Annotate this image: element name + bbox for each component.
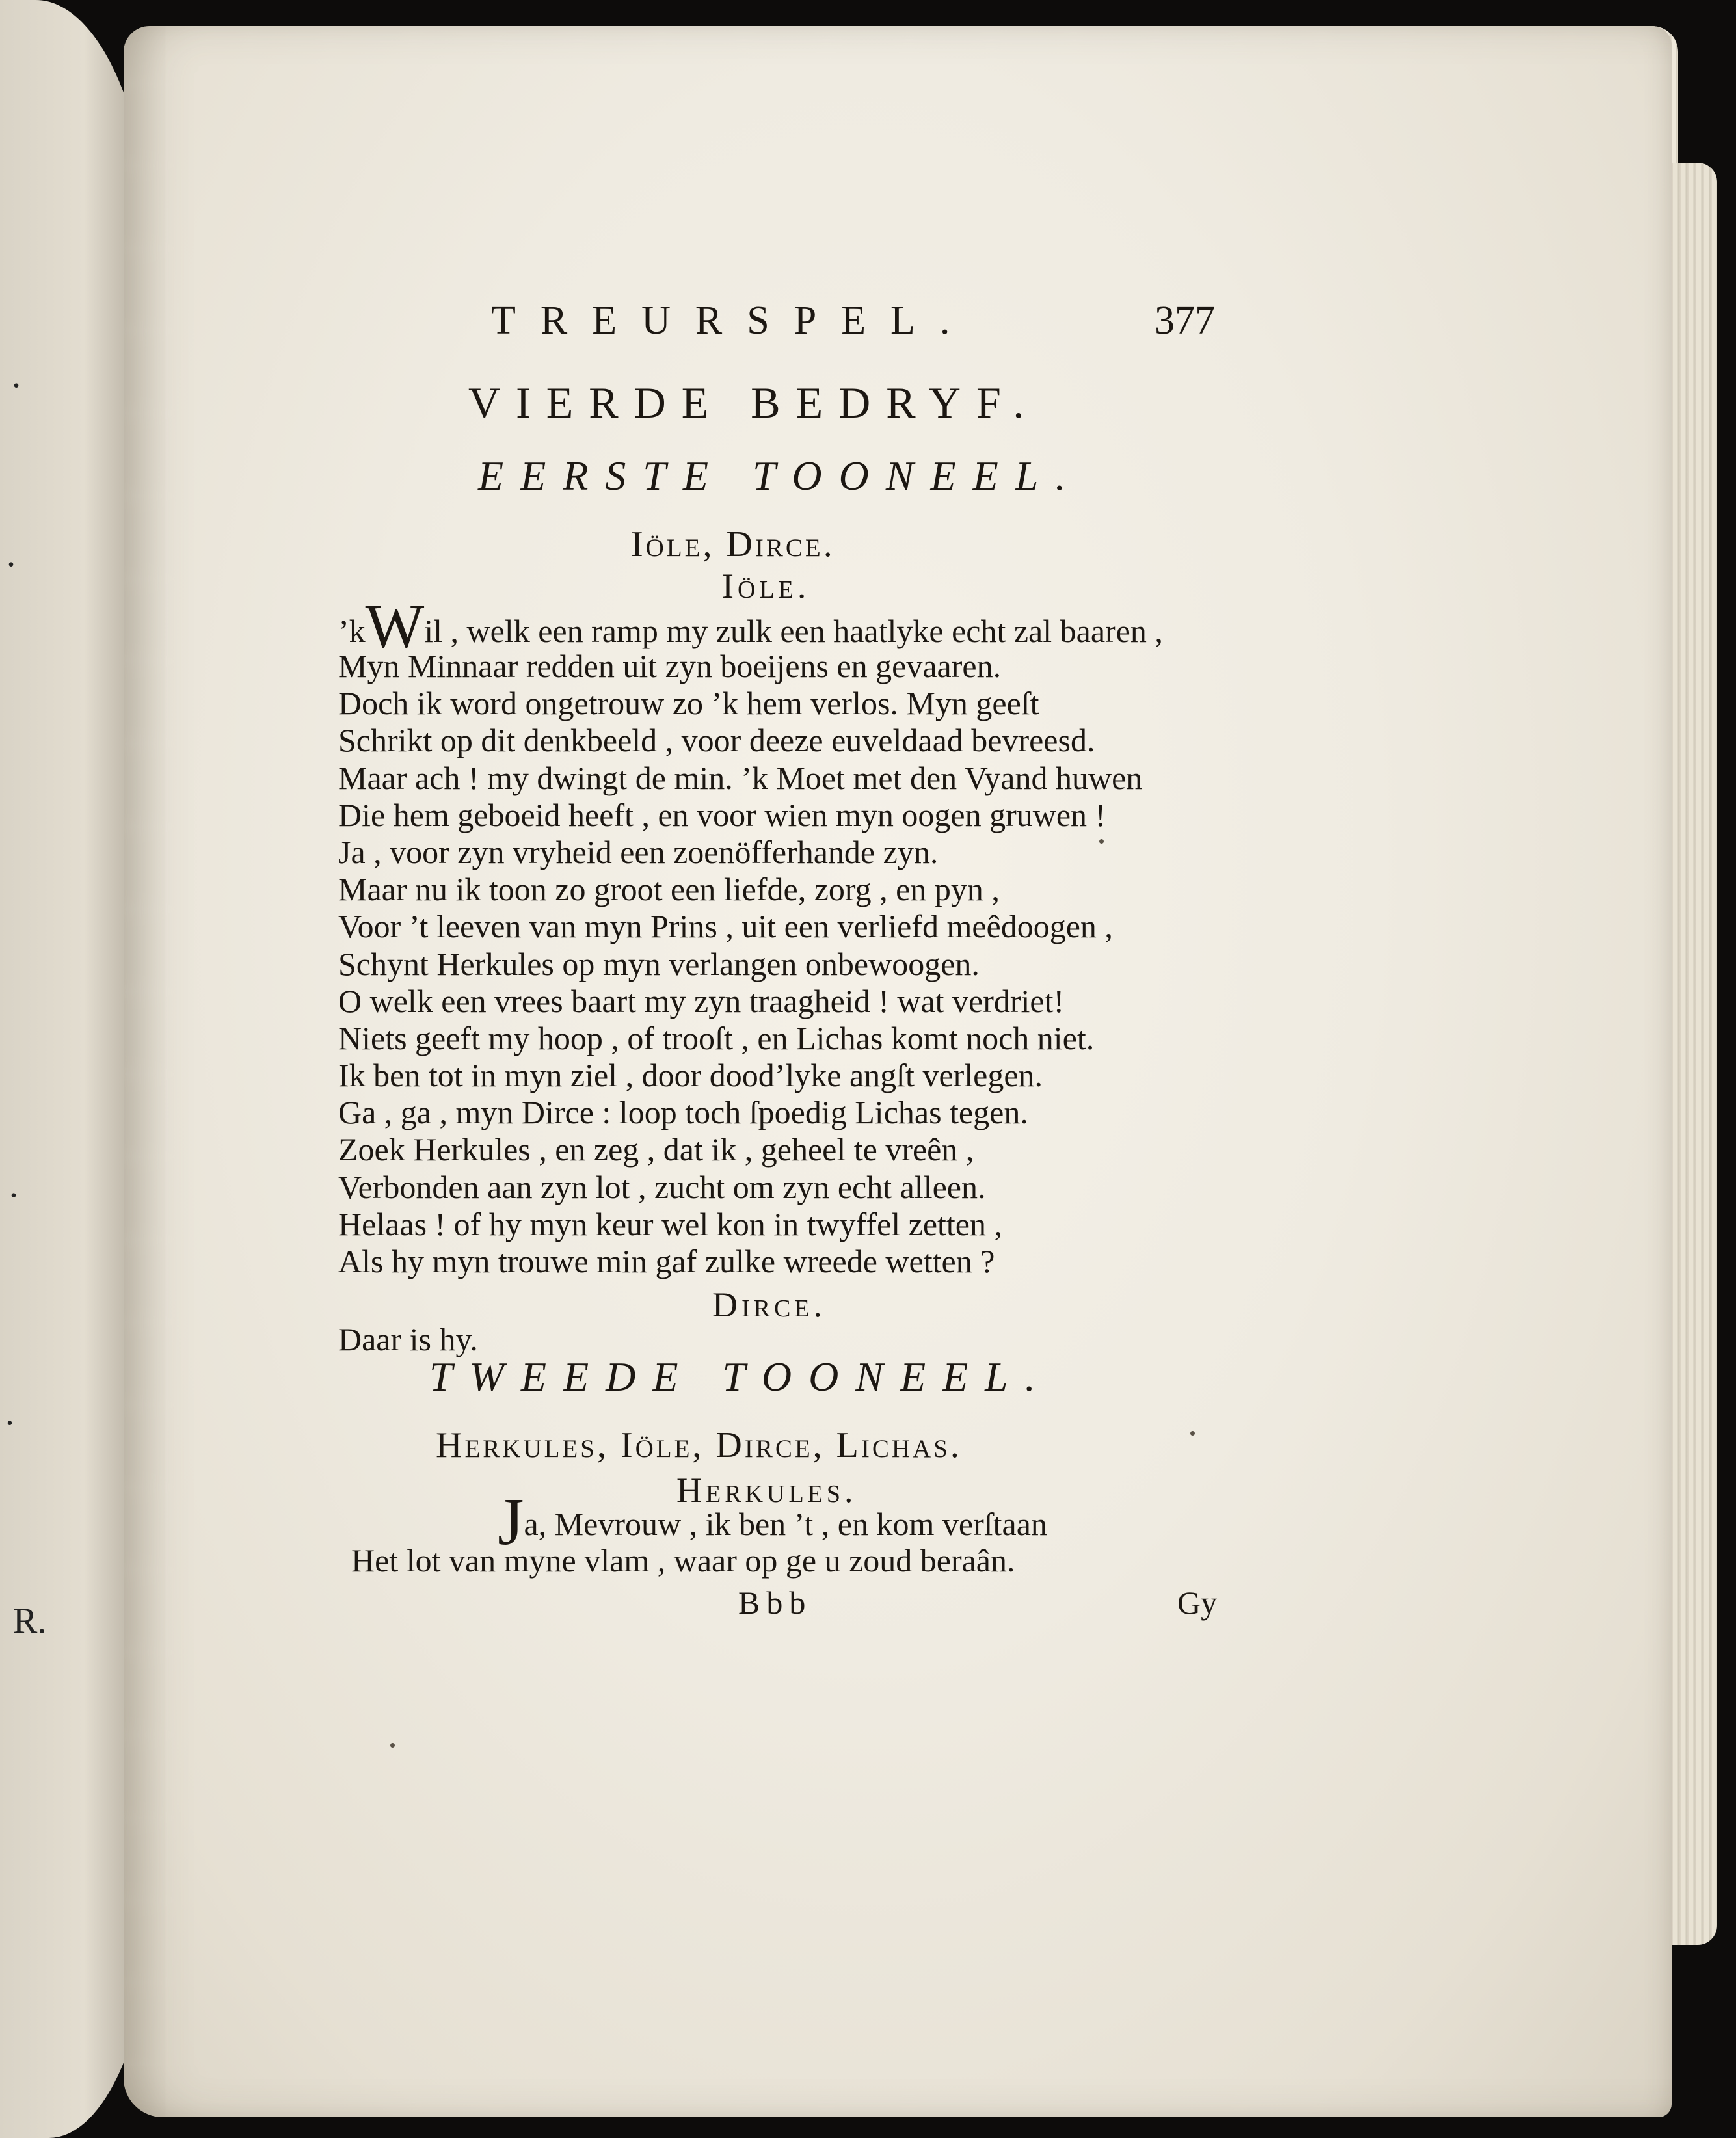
speaker-name: Herkules. — [676, 1471, 857, 1510]
drop-capital: J — [498, 1484, 524, 1559]
verse-line: Ga , ga , myn Dirce : loop toch ſpoedig Lichas tegen. — [338, 1094, 1028, 1131]
verse-text: il , welk een ramp my zulk een haatlyke echt zal baaren , — [424, 613, 1163, 649]
speaker-name: Dirce. — [712, 1285, 827, 1324]
verse-block — [338, 591, 1353, 1280]
verse-line: Die hem geboeid heeft , en voor wien myn oogen gruwen ! — [338, 796, 1106, 833]
verse-line: Verbonden aan zyn lot , zucht om zyn echt alleen. — [338, 1168, 986, 1205]
verse-line: Maar ach ! my dwingt de min. ’k Moet met den Vyand huwen — [338, 759, 1143, 796]
verse-text: a, Mevrouw , ik ben ’t , en kom verſtaan — [524, 1506, 1047, 1542]
scene-cast: Iöle, Dirce. — [631, 524, 835, 565]
left-page-mark: . — [7, 534, 16, 574]
left-page-mark: . — [5, 1393, 14, 1433]
verse-line: Voor ’t leeven van myn Prins , uit een verliefd meêdoogen , — [338, 908, 1113, 945]
verse-line: Ja , voor zyn vryheid een zoenöfferhande zyn. — [338, 833, 939, 870]
scene-title: TWEEDE TOONEEL. — [429, 1354, 1052, 1400]
verse-prefix: ’k — [338, 613, 366, 649]
verse-line: Het lot van myne vlam , waar op ge u zoud beraân. — [351, 1542, 1015, 1579]
verse-line: Helaas ! of hy myn keur wel kon in twyffel zetten , — [338, 1205, 1002, 1242]
scene-title: EERSTE TOONEEL. — [478, 453, 1083, 499]
drop-capital: W — [365, 591, 425, 661]
verse-line: Ik ben tot in myn ziel , door dood’lyke angſt verlegen. — [338, 1057, 1043, 1094]
paper-speck — [1190, 1431, 1195, 1436]
paper-speck — [1099, 839, 1104, 844]
running-head: TREURSPEL. — [491, 299, 975, 343]
verse-line: Maar nu ik toon zo groot een liefde, zorg , en pyn , — [338, 871, 1000, 908]
act-title: VIERDE BEDRYF. — [468, 378, 1040, 427]
verse-line: Doch ik word ongetrouw zo ’k hem verlos. Myn geeſt — [338, 685, 1039, 722]
left-page-mark: R. — [13, 1601, 47, 1641]
left-page-mark: . — [12, 355, 21, 395]
book-page — [124, 26, 1672, 2117]
verse-line: Myn Minnaar redden uit zyn boeijens en gevaaren. — [338, 648, 1002, 684]
verse-line: Schynt Herkules op myn verlangen onbewoogen. — [338, 945, 980, 982]
paper-speck — [390, 1743, 395, 1748]
catchword: Gy — [1177, 1584, 1218, 1621]
verse-line: Als hy myn trouwe min gaf zulke wreede wetten ? — [338, 1243, 995, 1279]
speaker-name: Iöle. — [722, 567, 810, 606]
verse-line: Daar is hy. — [338, 1321, 478, 1357]
left-page-mark: . — [9, 1165, 18, 1205]
verse-line: Zoek Herkules , en zeg , dat ik , geheel te vreên , — [338, 1131, 974, 1168]
page-number: 377 — [1155, 299, 1215, 343]
scene-cast: Herkules, Iöle, Dirce, Lichas. — [436, 1425, 962, 1465]
verse-line — [338, 591, 1353, 661]
signature-mark: Bbb — [738, 1584, 812, 1621]
verse-line: O welk een vrees baart my zyn traagheid ! wat verdriet! — [338, 982, 1065, 1019]
verse-line: Niets geeft my hoop , of trooſt , en Lichas komt noch niet. — [338, 1019, 1095, 1056]
verse-line: Schrikt op dit denkbeeld , voor deeze euveldaad bevreesd. — [338, 722, 1095, 759]
